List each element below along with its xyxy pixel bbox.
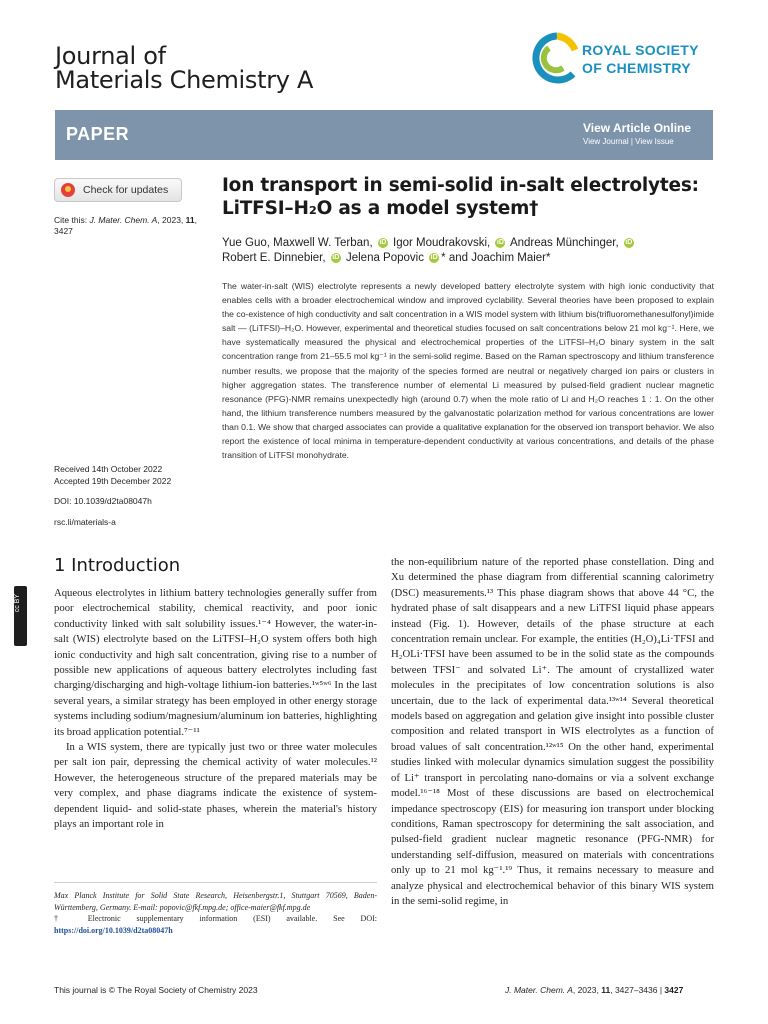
article-dates	[54, 463, 224, 507]
title-line2: LiTFSI–H₂O as a model system†	[222, 198, 539, 219]
paragraph: the non-equilibrium nature of the reported phase constellation. Ding and Xu determined the phase diagram from differential scanning calorimetry (DSC) measurements.¹³ This phase diagram shows that above 44 °C, the hydrated phase of salt disappears and a new LiTFSI liquid phase appears instead (Fig. 1). However, details of the phase structure at each concentration remain unclear. For example, the entities (H₂O)₄Li·TFSI and H₂OLi·TFSI have been assumed to be in the solid state as the compounds between TFSI⁻ and solvated Li⁺. The amount of crystallized water molecules in the precipitates of low concentration solutions is also uncertain, due to the lack of experimental data.¹³ʷ¹⁴ Several theoretical models based on aggregation and gelation give insight into possible cluster composition and related transport in WIS electrolytes as a function of broad values of salt concentration.¹²ʷ¹⁵ On the other hand, experimental studies linked with molecular dynamics simulation suggest the possibility of Li⁺ transport in percolating nano-domains or via a solvent exchange model.¹⁶⁻¹⁸ Most of these discussions are based on electrochemical impedance spectroscopy (EIS) for measuring ion transport under blocking conditions, Raman spectroscopy for determining the salt association, and pulsed-field gradient nuclear magnetic resonance (PFG-NMR) for understanding self-diffusion, measured on materials with concentrations only up to 21 mol kg⁻¹.¹⁹ Thus, it remains necessary to measure and analyze physical and electrochemical behavior of this binary WIS system in the semi-solid regime, in	[391, 556, 714, 907]
footer-year: , 2023,	[572, 985, 602, 995]
article-type-banner	[55, 110, 713, 160]
check-for-updates-button[interactable]	[54, 178, 182, 202]
received-date: Received 14th October 2022	[54, 464, 163, 474]
page-citation-footer	[505, 985, 683, 995]
body-column-left	[54, 586, 377, 833]
check-for-updates-label: Check for updates	[83, 184, 169, 196]
footer-pages: , 3427–3436 |	[610, 985, 665, 995]
rsc-logo-icon	[527, 30, 579, 86]
paragraph: Aqueous electrolytes in lithium battery technologies generally suffer from poor electrochemical stability, chemical reactivity, and poor ionic conductivity linked with salt solubility issues.¹⁻⁴ However, the water-in-salt (WIS) electrolyte based on the LiTFSI–H₂O system offers both high ionic conductivity and high salt concentration, giving rise to a number of possible new applications of aqueous battery electrolytes including fast charging/discharging and high-voltage lithium-ion batteries.¹ʷ⁵ʷ⁶ In the last several years, a similar strategy has been employed in other energy storage systems including sodium/magnesium/aluminum ion batteries, highlighting its broad application potential.⁷⁻¹¹	[54, 587, 377, 738]
author-list	[222, 236, 702, 266]
crossmark-icon	[61, 183, 75, 197]
footnotes	[54, 890, 377, 936]
body-column-right	[391, 555, 714, 909]
journal-title-line2: Materials Chemistry A	[55, 66, 314, 94]
cite-journal: J. Mater. Chem. A	[89, 215, 158, 225]
title-line1: Ion transport in semi-solid in-salt electrolytes:	[222, 175, 699, 196]
author-dinnebier: Robert E. Dinnebier,	[222, 252, 326, 264]
cite-volume: 11	[185, 215, 195, 225]
journal-title-line1: Journal of	[55, 42, 166, 70]
rsc-name-line2	[582, 60, 691, 76]
citation	[54, 215, 214, 237]
footnote-divider	[54, 882, 377, 883]
paragraph: In a WIS system, there are typically just two or three water molecules per salt ion pair, depressing the chemical activity of water molecules.¹² However, the heterogeneous structure of the prepared materials may be very complex, and phase diagrams indicate the existence of system-dependent liquid- and solid-state phases, wherein the material's history plays an important role in	[54, 741, 377, 831]
authors-guo-terban: Yue Guo, Maxwell W. Terban,	[222, 237, 373, 249]
cc-by-label: cc BY	[14, 594, 21, 613]
cite-year: , 2023,	[157, 215, 186, 225]
esi-footnote: † Electronic supplementary information (ESI) available. See DOI:	[54, 914, 377, 923]
author-popovic: Jelena Popovic	[345, 252, 424, 264]
article-type-label: PAPER	[66, 124, 130, 144]
orcid-icon[interactable]: iD	[379, 238, 387, 246]
page-number: 3427	[664, 985, 684, 995]
section-heading-introduction: 1 Introduction	[54, 555, 181, 576]
copyright-footer: This journal is © The Royal Society of Chemistry 2023	[54, 985, 258, 995]
doi[interactable]: DOI: 10.1039/d2ta08047h	[54, 496, 152, 506]
cite-prefix: Cite this:	[54, 215, 90, 225]
article-title	[222, 174, 702, 220]
esi-doi-link[interactable]: https://doi.org/10.1039/d2ta08047h	[54, 925, 173, 935]
rsc-name-line1: ROYAL SOCIETY	[582, 42, 699, 58]
footer-journal: J. Mater. Chem. A	[505, 985, 573, 995]
footer-volume: 11	[601, 985, 611, 995]
orcid-icon[interactable]: iD	[332, 253, 340, 261]
cite-pages: , 3427	[54, 215, 198, 236]
orcid-icon[interactable]: iD	[625, 238, 633, 246]
accepted-date: Accepted 19th December 2022	[54, 476, 172, 486]
affiliation-footnote: Max Planck Institute for Solid State Research, Heisenbergstr.1, Stuttgart 70569, Baden-Württemberg, Germany. E-mail: popovic@fkf.mpg.de; office-maier@fkf.mpg.de	[54, 891, 377, 912]
author-moudrakovski: Igor Moudrakovski,	[393, 237, 491, 249]
author-munchinger: Andreas Münchinger,	[509, 237, 619, 249]
view-journal-issue-links[interactable]: View Journal | View Issue	[583, 137, 674, 146]
orcid-icon[interactable]: iD	[430, 253, 438, 261]
rsc-of: OF	[582, 60, 607, 76]
author-maier: * and Joachim Maier*	[441, 252, 551, 264]
view-article-online-link[interactable]: View Article Online	[583, 121, 692, 135]
rsc-materials-link[interactable]: rsc.li/materials-a	[54, 517, 116, 527]
rsc-chemistry: CHEMISTRY	[606, 60, 691, 76]
abstract-text: The water-in-salt (WIS) electrolyte represents a newly developed battery electrolyte system with high ionic conductivity that enables cells with a broader electrochemical window and improved cyclability. Several theories have been proposed to explain the co-existence of high conductivity and salt concentration in a WIS model system with lithium bis(trifluoromethanesulfonyl)imide salt — (LiTFSI)–H₂O. However, experimental and theoretical studies focused on salt concentrations below 21 mol kg⁻¹. Here, we have systematically measured the physical and electrochemical properties of the LiTFSI–H₂O binary system in the salt concentration range from 21–55.5 mol kg⁻¹ in the semi-solid regime. Based on the Raman spectroscopy and lithium transference number results, we propose that the majority of the species formed are neutral or negatively charged ion pairs or clusters in higher aggregation states. The transference number of elemental Li measured by pulsed-field gradient nuclear magnetic resonance (PFG)-NMR remains unexpectedly high (around 0.7) when the mole ratio of Li and H₂O reaches 1 : 1. On the other hand, the lithium transference numbers measured by the galvanostatic polarization method for various concentrations are lower than 0.1. We show that charged associates can provide a qualitative explanation for the observed ion transport behavior. We also report the existence of local minima in temperature-dependent conductivity at various concentrations, and details of the phase transition of LiTFSI monohydrate.	[222, 281, 714, 461]
journal-title	[55, 44, 313, 92]
orcid-icon[interactable]: iD	[496, 238, 504, 246]
abstract	[222, 279, 714, 462]
